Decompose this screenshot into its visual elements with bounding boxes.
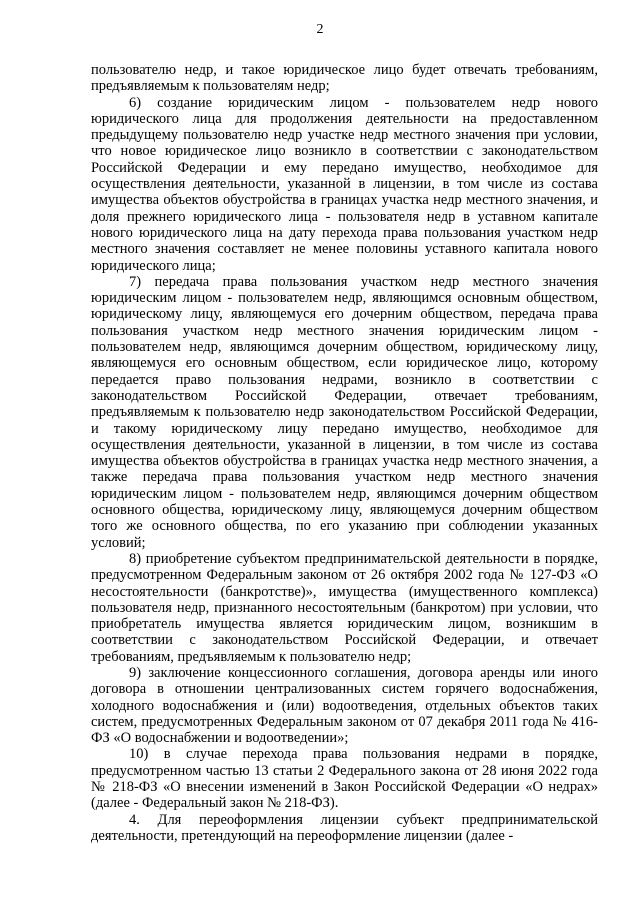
paragraph-item-7: 7) передача права пользования участком недр местного значения юридическим лицом - пользователем недр, являющимся основным обществом, юридическому лицу, являющемуся его дочерним обществом, передача права пользования участком недр местного значения юридическим лицом - пользователем недр, являющимся дочерним обществом, юридическому лицу, являющемуся его основным обществом, если юридическое лицо, которому передается право пользования недрами, возникло в соответствии с законодательством Российской Федерации, отвечает требованиям, предъявляемым к пользователю недр законодательством Российской Федерации, и такому юридическому лицу передано имущество, необходимое для осуществления деятельности, указанной в лицензии, в том числе из состава имущества объектов обустройства в границах участка недр местного значения, а также передача права пользования участком недр местного значения юридическим лицом - пользователем недр, являющимся дочерним обществом основного общества, юридическому лицу, являющемуся дочерним обществом того же основного общества, по его указанию при соблюдении указанных условий; xyxy=(91,273,598,551)
paragraph-section-4: 4. Для переоформления лицензии субъект предпринимательской деятельности, претендующий на переоформление лицензии (далее - xyxy=(91,811,598,844)
paragraph-item-8: 8) приобретение субъектом предпринимательской деятельности в порядке, предусмотренном Федеральным законом от 26 октября 2002 года № 127-ФЗ «О несостоятельности (банкротстве)», имущества (имущественного комплекса) пользователя недр, признанного несостоятельным (банкротом) при условии, что приобретатель имущества является юридическим лицом, возникшим в соответствии с законодательством Российской Федерации, и отвечает требованиям, предъявляемым к пользователю недр; xyxy=(91,550,598,665)
body-text xyxy=(91,62,598,844)
page-number: 2 xyxy=(316,22,324,37)
paragraph-item-10: 10) в случае перехода права пользования недрами в порядке, предусмотренном частью 13 статьи 2 Федерального закона от 28 июня 2022 года № 218-ФЗ «О внесении изменений в Закон Российской Федерации «О недрах» (далее - Федеральный закон № 218-ФЗ). xyxy=(91,746,598,812)
paragraph-item-6: 6) создание юридическим лицом - пользователем недр нового юридического лица для продолжения деятельности на предоставленном предыдущему пользователю недр участке недр местного значения при условии, что новое юридическое лицо возникло в соответствии с законодательством Российской Федерации и ему передано имущество, необходимое для осуществления деятельности, указанной в лицензии, в том числе из состава имущества объектов обустройства в границах участка недр местного значения, и доля прежнего юридического лица - пользователя недр в уставном капитале нового юридического лица на дату перехода права пользования участком недр местного значения составляет не менее половины уставного капитала нового юридического лица; xyxy=(91,94,598,274)
paragraph-continuation: пользователю недр, и такое юридическое лицо будет отвечать требованиям, предъявляемым к пользователям недр; xyxy=(91,62,598,95)
paragraph-item-9: 9) заключение концессионного соглашения, договора аренды или иного договора в отношении централизованных систем горячего водоснабжения, холодного водоснабжения и (или) водоотведения, отдельных объектов таких систем, предусмотренных Федеральным законом от 07 декабря 2011 года № 416-ФЗ «О водоснабжении и водоотведении»; xyxy=(91,664,598,747)
